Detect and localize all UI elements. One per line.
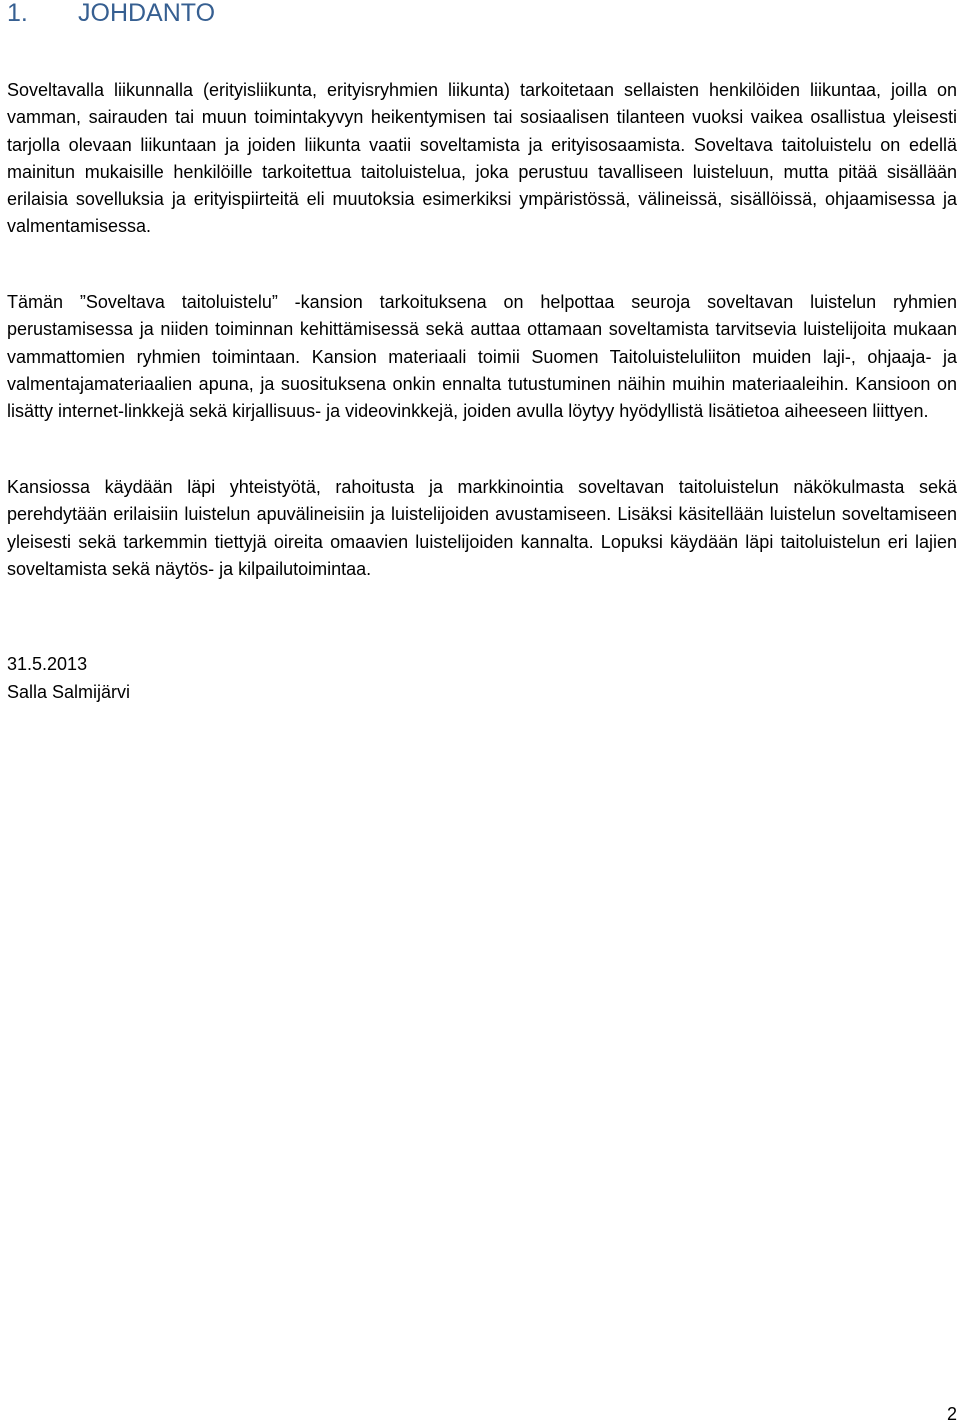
body-paragraph: Soveltavalla liikunnalla (erityisliikunta, erityisryhmien liikunta) tarkoitetaan sellaisten henkilöiden liikuntaa, joilla on vamman, sairauden tai muun toimintakyvyn heikentymisen tai sosiaalisen tilanteen vuoksi vaikea osallistua yleisesti tarjolla olevaan liikuntaan ja joiden liikunta vaatii soveltamista ja erityisosaamista. Soveltava taitoluistelu on edellä mainitun mukaisille henkilöille tarkoitettua taitoluistelua, joka perustuu tavalliseen luisteluun, mutta pitää sisällään erilaisia sovelluksia ja erityispiirteitä eli muutoksia esimerkiksi ympäristössä, välineissä, sisällöissä, ohjaamisessa ja valmentamisessa.: [7, 80, 957, 237]
page-number: 2: [946, 1404, 957, 1424]
section-number: 1.: [7, 0, 28, 27]
signature-block: [7, 650, 130, 706]
section-title: JOHDANTO: [78, 0, 216, 27]
signature-date: 31.5.2013: [7, 654, 88, 674]
section-heading: [7, 0, 215, 30]
signature-author: Salla Salmijärvi: [7, 682, 131, 702]
body-paragraph: Tämän ”Soveltava taitoluistelu” -kansion tarkoituksena on helpottaa seuroja soveltavan luistelun ryhmien perustamisessa ja niiden toiminnan kehittämisessä sekä auttaa ottamaan soveltamista tarvitsevia luistelijoita mukaan vammattomien ryhmien toimintaan. Kansion materiaali toimii Suomen Taitoluisteluliiton muiden laji-, ohjaaja- ja valmentajamateriaalien apuna, ja suosituksena onkin ennalta tutustuminen näihin muihin materiaaleihin. Kansioon on lisätty internet-linkkejä sekä kirjallisuus- ja videovinkkejä, joiden avulla löytyy hyödyllistä lisätietoa aiheeseen liittyen.: [7, 292, 957, 422]
body-paragraph: Kansiossa käydään läpi yhteistyötä, rahoitusta ja markkinointia soveltavan taitoluistelun näkökulmasta sekä perehdytään erilaisiin luistelun apuvälineisiin ja luistelijoiden avustamiseen. Lisäksi käsitellään luistelun soveltamiseen yleisesti sekä tarkemmin tiettyjä oireita omaavien luistelijoiden kannalta. Lopuksi käydään läpi taitoluistelun eri lajien soveltamista sekä näytös- ja kilpailutoimintaa.: [7, 477, 957, 579]
